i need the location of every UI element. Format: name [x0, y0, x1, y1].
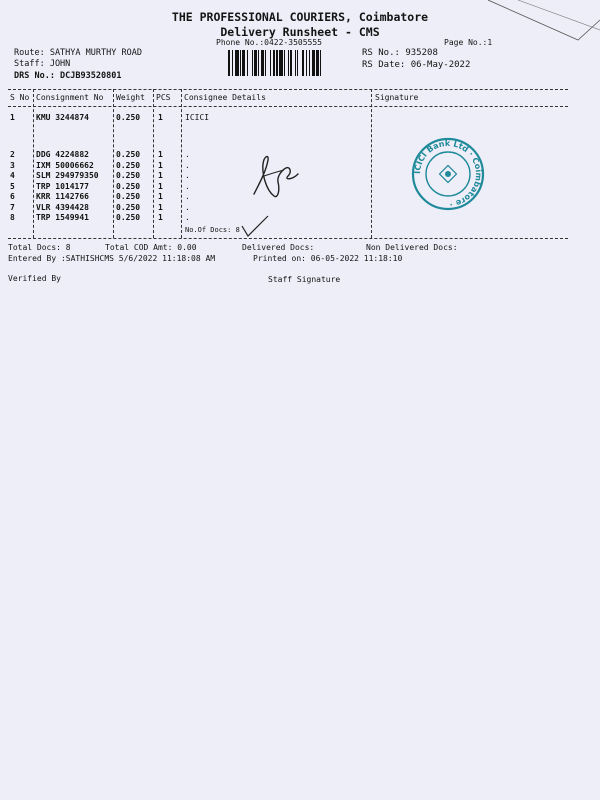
- table-header-rule: [8, 106, 568, 107]
- row-sno: 2: [10, 150, 15, 159]
- row-weight: 0.250: [116, 171, 141, 180]
- staff-label: Staff: JOHN: [14, 59, 71, 69]
- entered-by: Entered By :SATHISHCMS 5/6/2022 11:18:08 AM: [8, 254, 216, 263]
- row-pcs: 1: [158, 171, 163, 180]
- drs-number: DRS No.: DCJB93520801: [14, 71, 122, 81]
- delivered-docs: Delivered Docs:: [242, 243, 315, 252]
- row-pcs: 1: [158, 113, 163, 122]
- row-pcs: 1: [158, 213, 163, 222]
- row-consignee: ICICI: [185, 113, 210, 122]
- printed-on: Printed on: 06-05-2022 11:18:10: [253, 254, 403, 263]
- company-title: THE PROFESSIONAL COURIERS, Coimbatore: [171, 10, 429, 24]
- route-label: Route: SATHYA MURTHY ROAD: [14, 48, 142, 58]
- column-header: S No: [10, 93, 30, 102]
- column-header: PCS: [156, 93, 171, 102]
- row-consignment: VLR 4394428: [36, 202, 89, 212]
- row-pcs: 1: [158, 202, 163, 212]
- no-of-docs: No.Of Docs: 8: [185, 226, 240, 234]
- col-divider: [113, 89, 114, 238]
- col-divider: [181, 89, 182, 238]
- row-sno: 3: [10, 160, 15, 170]
- rs-date: RS Date: 06-May-2022: [362, 60, 471, 70]
- row-weight: 0.250: [116, 113, 141, 122]
- svg-text:ICICI Bank Ltd · Coimbatore ·: ICICI Bank Ltd · Coimbatore ·: [412, 138, 484, 209]
- row-consignee: .: [185, 171, 190, 180]
- row-consignee: .: [185, 181, 190, 191]
- row-pcs: 1: [158, 150, 163, 159]
- handwritten-signature: [244, 146, 304, 206]
- row-consignee: .: [185, 160, 190, 170]
- page-number: Page No.:1: [444, 38, 493, 47]
- row-consignment: IXM 50006662: [36, 160, 94, 170]
- table-bottom-rule: [8, 238, 568, 239]
- row-weight: 0.250: [116, 192, 141, 201]
- column-header: Consignee Details: [184, 93, 266, 102]
- row-weight: 0.250: [116, 202, 141, 212]
- row-sno: 5: [10, 181, 15, 191]
- row-consignee: .: [185, 150, 190, 159]
- column-header: Signature: [375, 93, 419, 102]
- column-header: Weight: [116, 93, 145, 102]
- verified-by: Verified By: [8, 274, 61, 283]
- row-consignment: DDG 4224882: [36, 150, 89, 159]
- row-weight: 0.250: [116, 150, 141, 159]
- row-consignee: .: [185, 192, 190, 201]
- row-pcs: 1: [158, 181, 163, 191]
- total-cod-amount: Total COD Amt: 0.00: [105, 243, 197, 252]
- row-sno: 4: [10, 171, 15, 180]
- row-sno: 7: [10, 202, 15, 212]
- row-weight: 0.250: [116, 160, 141, 170]
- col-divider: [371, 89, 372, 238]
- row-consignment: TRP 1014177: [36, 181, 89, 191]
- col-divider: [153, 89, 154, 238]
- phone-number: Phone No.:0422-3505555: [216, 38, 322, 47]
- column-header: Consignment No: [36, 93, 104, 102]
- row-sno: 8: [10, 213, 15, 222]
- row-weight: 0.250: [116, 181, 141, 191]
- tick-mark-icon: [240, 214, 270, 238]
- row-pcs: 1: [158, 160, 163, 170]
- total-docs: Total Docs: 8: [8, 243, 71, 252]
- row-consignment: SLM 294979350: [36, 171, 99, 180]
- row-consignment: KRR 1142766: [36, 192, 89, 201]
- col-divider: [33, 89, 34, 238]
- bank-stamp: [410, 136, 486, 212]
- row-pcs: 1: [158, 192, 163, 201]
- non-delivered-docs: Non Delivered Docs:: [366, 243, 458, 252]
- row-weight: 0.250: [116, 213, 141, 222]
- row-sno: 6: [10, 192, 15, 201]
- document-title: Delivery Runsheet - CMS: [220, 25, 380, 39]
- staff-signature: Staff Signature: [268, 275, 341, 284]
- row-consignment: KMU 3244874: [36, 113, 89, 122]
- row-sno: 1: [10, 113, 15, 122]
- row-consignment: TRP 1549941: [36, 213, 89, 222]
- rs-number: RS No.: 935208: [362, 48, 438, 58]
- barcode: [228, 50, 353, 76]
- table-top-rule: [8, 89, 568, 90]
- row-consignee: .: [185, 213, 190, 222]
- row-consignee: .: [185, 202, 190, 212]
